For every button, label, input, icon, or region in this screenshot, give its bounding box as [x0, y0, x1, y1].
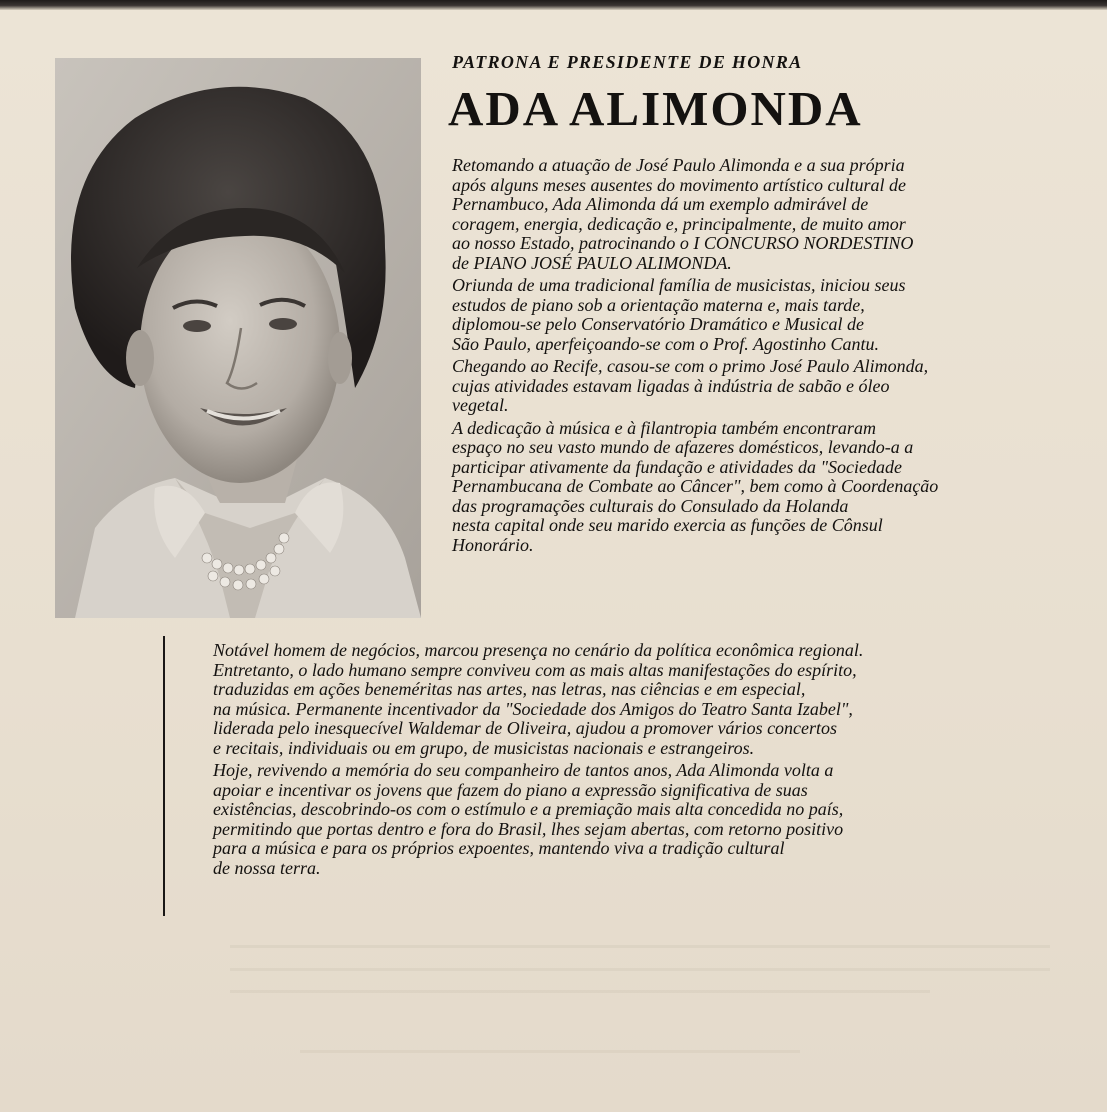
text-line: cujas atividades estavam ligadas à indústria de sabão e óleo	[452, 375, 890, 396]
paragraph	[452, 276, 1092, 354]
text-line: na música. Permanente incentivador da "Sociedade dos Amigos do Teatro Santa Izabel",	[213, 698, 853, 719]
portrait-photo	[55, 58, 421, 618]
text-line: existências, descobrindo-os com o estímulo e a premiação mais alta concedida no país,	[213, 799, 844, 819]
text-line: vegetal.	[452, 395, 509, 415]
text-line: traduzidas em ações beneméritas nas artes, nas letras, nas ciências e em especial,	[213, 679, 806, 699]
show-through-mark	[300, 1050, 800, 1053]
text-line: São Paulo, aperfeiçoando-se com o Prof. Agostinho Cantu.	[452, 333, 879, 354]
page-title: ADA ALIMONDA	[448, 81, 863, 136]
text-line: Pernambuco, Ada Alimonda dá um exemplo admirável de	[452, 194, 869, 214]
text-line: após alguns meses ausentes do movimento artístico cultural de	[452, 174, 906, 195]
wide-text	[213, 641, 1093, 878]
show-through-mark	[230, 990, 930, 993]
paragraph	[213, 761, 1093, 878]
text-line: Retomando a atuação de José Paulo Alimonda e a sua própria	[452, 155, 905, 175]
text-line: ao nosso Estado, patrocinando o I CONCURSO NORDESTINO	[452, 233, 914, 253]
text-line: e recitais, individuais ou em grupo, de musicistas nacionais e estrangeiros.	[213, 737, 755, 758]
page-top-edge	[0, 0, 1107, 10]
text-line: liderada pelo inesquecível Waldemar de Oliveira, ajudou a promover vários concertos	[213, 718, 838, 738]
text-line: coragem, energia, dedicação e, principalmente, de muito amor	[452, 213, 906, 234]
text-line: Chegando ao Recife, casou-se com o primo José Paulo Alimonda,	[452, 356, 929, 376]
text-line: de PIANO JOSÉ PAULO ALIMONDA.	[452, 252, 732, 273]
column-text	[452, 156, 1092, 555]
text-line: permitindo que portas dentro e fora do Brasil, lhes sejam abertas, com retorno positivo	[213, 818, 844, 839]
text-line: Entretanto, o lado humano sempre conviveu com as mais altas manifestações do espírito,	[213, 659, 857, 680]
paragraph	[213, 641, 1093, 758]
show-through-mark	[230, 968, 1050, 971]
paragraph	[452, 419, 1092, 556]
text-line: participar ativamente da fundação e atividades da "Sociedade	[452, 456, 902, 477]
text-line: estudos de piano sob a orientação materna e, mais tarde,	[452, 294, 865, 315]
portrait-icon	[55, 58, 421, 618]
text-line: nesta capital onde seu marido exercia as funções de Cônsul	[452, 515, 883, 535]
vertical-rule	[163, 636, 165, 916]
text-line: de nossa terra.	[213, 857, 321, 878]
text-line: A dedicação à música e à filantropia também encontraram	[452, 417, 876, 438]
text-line: Notável homem de negócios, marcou presença no cenário da política econômica regional.	[213, 640, 864, 660]
text-line: apoiar e incentivar os jovens que fazem do piano a expressão significativa de suas	[213, 779, 808, 800]
text-line: das programações culturais do Consulado da Holanda	[452, 495, 849, 516]
show-through-mark	[230, 945, 1050, 948]
text-line: Honorário.	[452, 534, 534, 555]
paragraph	[452, 156, 1092, 273]
text-line: diplomou-se pelo Conservatório Dramático e Musical de	[452, 314, 864, 334]
text-line: Hoje, revivendo a memória do seu companheiro de tantos anos, Ada Alimonda volta a	[213, 760, 834, 780]
text-line: Oriunda de uma tradicional família de musicistas, iniciou seus	[452, 275, 906, 295]
text-line: Pernambucana de Combate ao Câncer", bem como à Coordenação	[452, 476, 939, 496]
paragraph	[452, 357, 1092, 416]
subtitle: PATRONA E PRESIDENTE DE HONRA	[452, 52, 803, 72]
text-line: espaço no seu vasto mundo de afazeres domésticos, levando-a a	[452, 437, 914, 457]
text-line: para a música e para os próprios expoentes, mantendo viva a tradição cultural	[213, 838, 785, 858]
